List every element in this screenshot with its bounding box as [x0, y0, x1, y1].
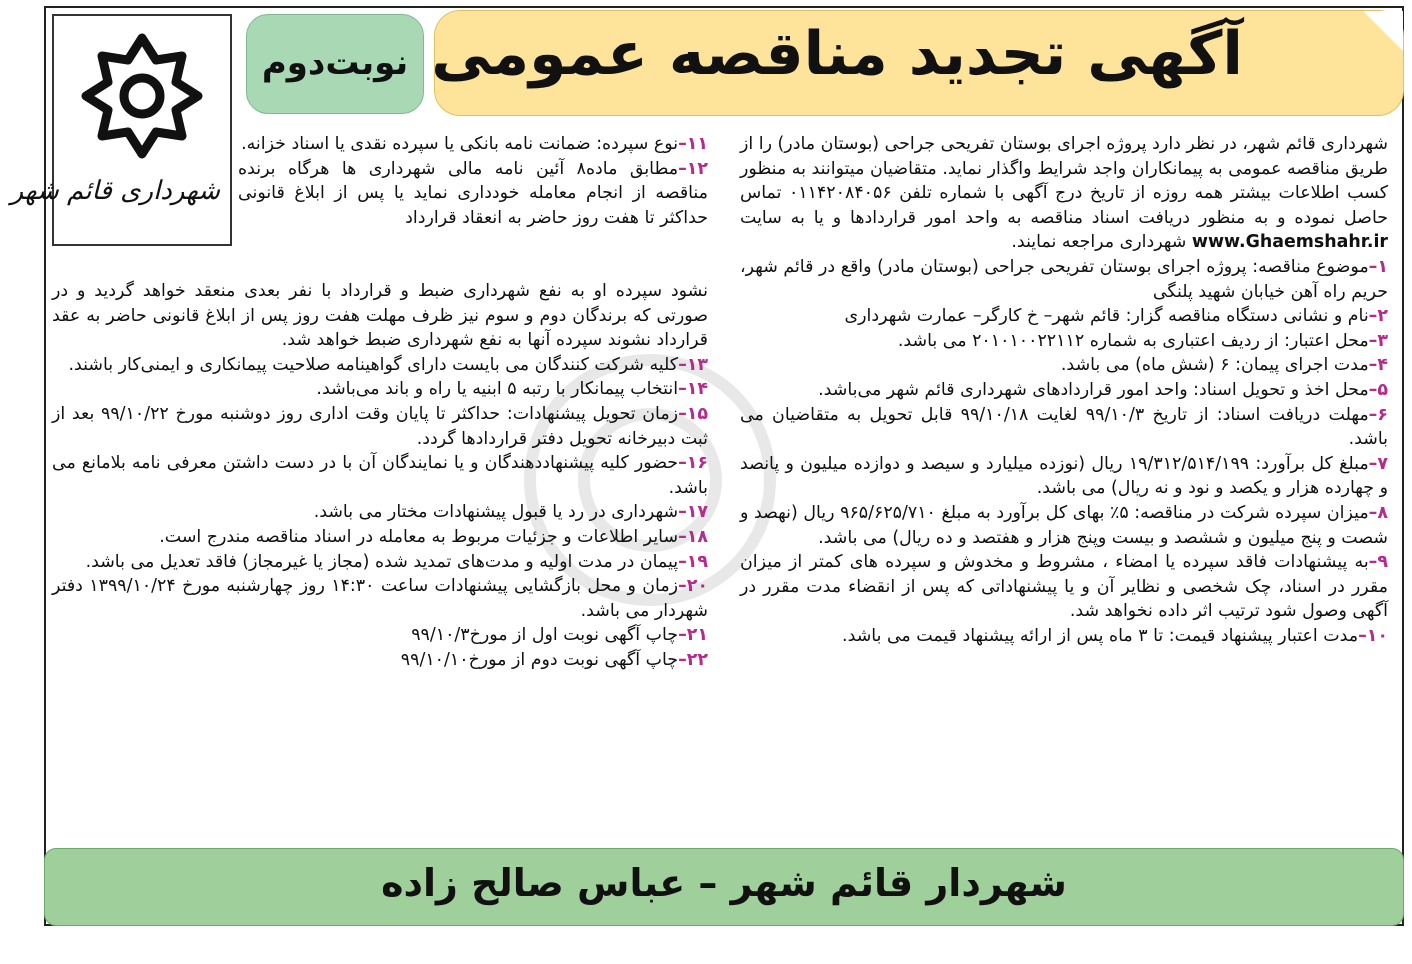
second-round-badge [246, 14, 424, 114]
list-item: ۱۴–انتخاب پیمانکار با رتبه ۵ ابنیه یا راه و باند می‌باشد. [316, 379, 708, 400]
list-item: ۲۲–چاپ آگهی نوبت دوم از مورخ۹۹/۱۰/۱۰ [400, 649, 708, 670]
mayor-signature: شهردار قائم شهر – عباس صالح زاده [381, 861, 1067, 905]
list-item: ۱۷–شهرداری در رد یا قبول پیشنهادات مختار می باشد. [313, 502, 708, 523]
list-item: ۴–مدت اجرای پیمان: ۶ (شش ماه) می باشد. [1060, 355, 1388, 376]
list-item: ۲۱–چاپ آگهی نوبت اول از مورخ۹۹/۱۰/۳ [411, 625, 708, 646]
list-item: ۲–نام و نشانی دستگاه مناقصه گزار: قائم شهر– خ کارگر– عمارت شهرداری [844, 306, 1388, 327]
list-item: ۱۶–حضور کلیه پیشنهاددهندگان و یا نمایندگان آن با در دست داشتن معرفی نامه بلامانع می باشد. [52, 453, 708, 498]
website-link[interactable]: www.Ghaemshahr.ir [1191, 232, 1388, 253]
list-item: ۱۰–مدت اعتبار پیشنهاد قیمت: تا ۳ ماه پس از ارائه پیشنهاد قیمت می باشد. [842, 625, 1388, 646]
list-item: ۲۰–زمان و محل بازگشایی پیشنهادات ساعت ۱۴:۳۰ روز چهارشنبه مورخ ۱۳۹۹/۱۰/۲۴ دفتر شهردار می باشد. [52, 576, 708, 621]
list-item: ۱–موضوع مناقصه: پروژه اجرای بوستان تفریحی جراحی (بوستان مادر) واقع در قائم شهر، حریم راه آهن خیابان شهید پلنگی [740, 256, 1388, 302]
intro-text-2: متقاضیان میتوانند به منظور کسب اطلاعات بیشتر همه روزه از تاریخ درج آگهی با شماره تلفن ۰۱۱۴۲۰۸۴۰۵۶ تماس حاصل نموده و به منظور دریافت اسناد مناقصه به واحد امور قراردادها و یا به سایت [740, 158, 1388, 228]
list-item: ۶–مهلت دریافت اسناد: از تاریخ ۹۹/۱۰/۳ لغایت ۹۹/۱۰/۱۸ قابل تحویل به متقاضیان می باشد. [740, 404, 1388, 450]
logo-box [10, 14, 232, 246]
list-item: ۳–محل اعتبار: از ردیف اعتباری به شماره ۲۰۱۰۱۰۰۲۲۱۱۲ می باشد. [897, 330, 1388, 351]
right-column [740, 132, 1388, 648]
notice-title: آگهی تجدید مناقصه عمومی [431, 19, 1243, 89]
signature-footer [44, 848, 1404, 926]
list-item: ۱۲–مطابق ماده۸ آئین نامه مالی شهرداری ها هرگاه برنده مناقصه از انجام معامله خودداری نماید یا پس از ابلاغ قانونی حداکثر تا هفت روز حاضر به انعقاد قرارداد [238, 158, 709, 228]
badge-label: نوبت‌دوم [261, 43, 409, 83]
list-item-continuation: نشود سپرده او به نفع شهرداری ضبط و قرارداد با نفر بعدی منعقد خواهد گردید و در صورتی که برندگان دوم و سوم نیز ظرف مهلت هفت روز پس از ابلاغ قانونی حاضر به عقد قرارداد نشوند سپرده آنها به نفع شهرداری ضبط خواهد شد. [52, 281, 708, 351]
title-banner [431, 10, 1404, 116]
list-item: ۱۳–کلیه شرکت کنندگان می بایست دارای گواهینامه صلاحیت پیمانکاری و ایمنی‌کار باشند. [68, 354, 708, 375]
list-item: ۱۱–نوع سپرده: ضمانت نامه بانکی یا سپرده نقدی یا اسناد خزانه. [241, 134, 708, 154]
list-item: ۷–مبلغ کل برآورد: ۱۹/۳۱۲/۵۱۴/۱۹۹ ریال (نوزده میلیارد و سیصد و دوازده میلیون و پانصد و چهارده هزار و یکصد و نود و نه ریال) می باشد. [740, 453, 1388, 499]
intro-text-3: شهرداری مراجعه نمایند. [1011, 232, 1187, 253]
left-column [52, 279, 708, 673]
intro-text-1: شهرداری قائم شهر، در نظر دارد پروژه اجرای بوستان تفریحی جراحی (بوستان مادر) را از طریق مناقصه عمومی به پیمانکاران واجد شرایط واگذار نماید. [740, 134, 1388, 179]
list-item: ۹–به پیشنهادات فاقد سپرده یا امضاء ، مشروط و مخدوش و سپرده های کمتر از میزان مقرر در اسناد، چک شخصی و نظایر آن و یا پیشنهاداتی که پس از انقضاء مدت مقرر در آگهی وصول شود ترتیب اثر داده نخواهد شد. [740, 552, 1388, 622]
list-item: ۱۹–پیمان در مدت اولیه و مدت‌های تمدید شده (مجاز یا غیرمجاز) فاقد تعدیل می باشد. [85, 551, 708, 572]
intro-paragraph [740, 132, 1388, 255]
list-item: ۱۸–سایر اطلاعات و جزئیات مربوط به معامله در اسناد مناقصه مندرج است. [159, 526, 708, 547]
list-item: ۸–میزان سپرده شرکت در مناقصه: ۵٪ بهای کل برآورد به مبلغ ۹۶۵/۶۲۵/۷۱۰ ریال (نهصد و شصت و پنج میلیون و ششصد و بیست وپنج هزار و هفتصد و ده ریال) می باشد. [740, 502, 1388, 548]
list-item: ۱۵–زمان تحویل پیشنهادات: حداکثر تا پایان وقت اداری روز دوشنبه مورخ ۹۹/۱۰/۲۲ بعد از ثبت دبیرخانه تحویل دفتر قراردادها گردد. [52, 403, 708, 449]
list-item: ۵–محل اخذ و تحویل اسناد: واحد امور قراردادهای شهرداری قائم شهر می‌باشد. [818, 379, 1388, 400]
fold-corner [1363, 11, 1403, 51]
left-column-top [238, 132, 708, 230]
logo-caption: شهرداری قائم شهر [10, 176, 220, 206]
municipality-star-logo-icon [78, 30, 206, 166]
